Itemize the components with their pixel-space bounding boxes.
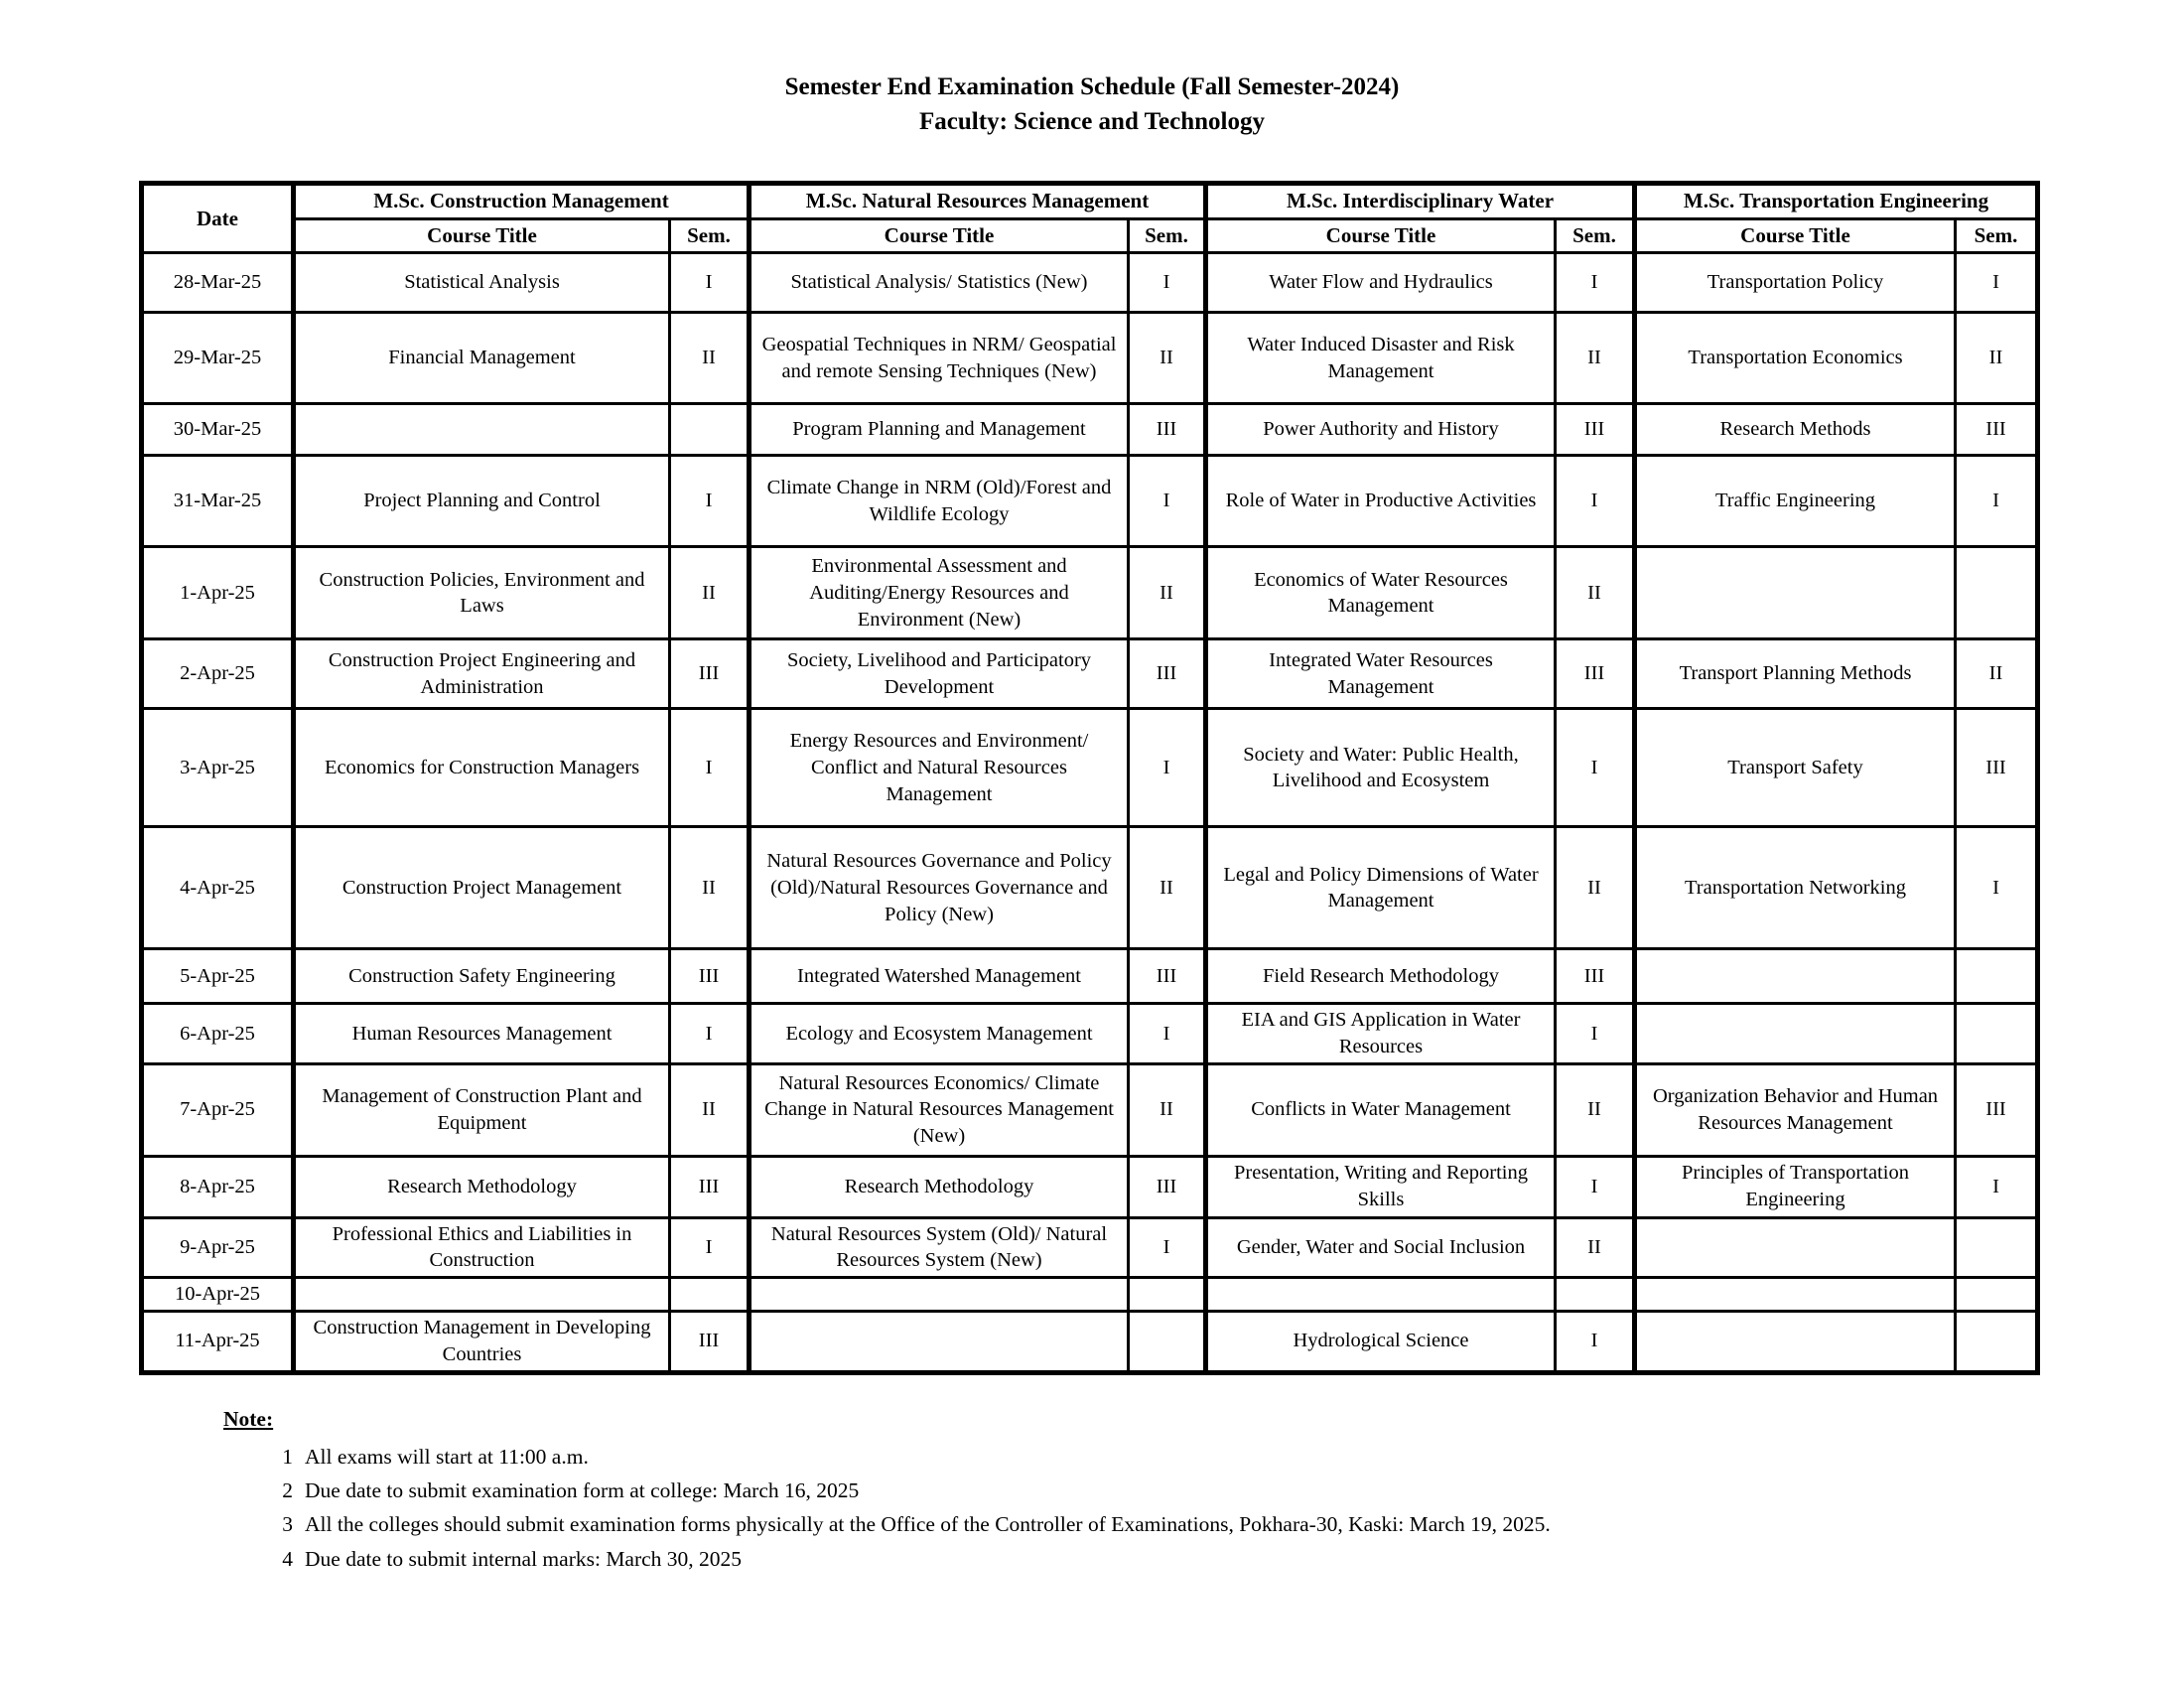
note-text: Due date to submit internal marks: March 30, 2025 <box>305 1546 743 1571</box>
nrm-course-cell: Natural Resources System (Old)/ Natural Resources System (New) <box>750 1217 1129 1277</box>
note-item <box>273 1474 2184 1507</box>
cm-course-cell: Professional Ethics and Liabilities in Construction <box>294 1217 670 1277</box>
iw-course-cell: Integrated Water Resources Management <box>1206 639 1556 709</box>
iw-sem-cell: I <box>1556 253 1635 313</box>
te-course-cell: Transportation Networking <box>1635 827 1956 949</box>
te-sem-cell: III <box>1956 709 2038 827</box>
te-sem-cell <box>1956 949 2038 1004</box>
nrm-sem-cell: I <box>1129 1217 1206 1277</box>
cm-sem-cell: II <box>670 1063 750 1156</box>
iw-course-cell: EIA and GIS Application in Water Resources <box>1206 1004 1556 1063</box>
te-sem-header: Sem. <box>1956 219 2038 253</box>
te-course-cell: Transport Safety <box>1635 709 1956 827</box>
cm-course-cell: Construction Project Management <box>294 827 670 949</box>
cm-sem-cell <box>670 1277 750 1311</box>
nrm-sem-cell: III <box>1129 404 1206 456</box>
cm-course-cell: Construction Policies, Environment and Laws <box>294 547 670 639</box>
te-course-cell: Transportation Economics <box>1635 313 1956 404</box>
table-row <box>142 709 2038 827</box>
iw-sem-cell: I <box>1556 1311 1635 1372</box>
cm-course-cell: Economics for Construction Managers <box>294 709 670 827</box>
iw-sem-header: Sem. <box>1556 219 1635 253</box>
nrm-course-cell: Integrated Watershed Management <box>750 949 1129 1004</box>
te-sem-cell <box>1956 1277 2038 1311</box>
date-cell: 7-Apr-25 <box>142 1063 294 1156</box>
date-cell: 5-Apr-25 <box>142 949 294 1004</box>
cm-sem-cell: II <box>670 313 750 404</box>
iw-sem-cell: III <box>1556 404 1635 456</box>
iw-course-cell: Water Induced Disaster and Risk Management <box>1206 313 1556 404</box>
cm-sem-cell: III <box>670 949 750 1004</box>
iw-course-cell: Field Research Methodology <box>1206 949 1556 1004</box>
cm-course-cell <box>294 404 670 456</box>
te-course-cell <box>1635 1217 1956 1277</box>
nrm-sem-cell: II <box>1129 1063 1206 1156</box>
te-sem-cell: II <box>1956 639 2038 709</box>
table-row <box>142 404 2038 456</box>
cm-sem-cell: II <box>670 547 750 639</box>
te-course-cell: Transport Planning Methods <box>1635 639 1956 709</box>
nrm-course-cell: Ecology and Ecosystem Management <box>750 1004 1129 1063</box>
cm-sem-cell: III <box>670 1311 750 1372</box>
nrm-course-cell: Environmental Assessment and Auditing/Energy Resources and Environment (New) <box>750 547 1129 639</box>
te-course-cell <box>1635 949 1956 1004</box>
table-row <box>142 547 2038 639</box>
te-course-cell: Principles of Transportation Engineering <box>1635 1156 1956 1217</box>
iw-sem-cell: I <box>1556 1156 1635 1217</box>
nrm-course-cell: Society, Livelihood and Participatory Development <box>750 639 1129 709</box>
cm-course-cell: Human Resources Management <box>294 1004 670 1063</box>
table-row <box>142 253 2038 313</box>
date-cell: 11-Apr-25 <box>142 1311 294 1372</box>
date-cell: 31-Mar-25 <box>142 456 294 547</box>
te-sem-cell: I <box>1956 827 2038 949</box>
table-row <box>142 1004 2038 1063</box>
nrm-course-title-header: Course Title <box>750 219 1129 253</box>
nrm-sem-cell: I <box>1129 253 1206 313</box>
nrm-sem-cell: II <box>1129 547 1206 639</box>
te-course-cell: Transportation Policy <box>1635 253 1956 313</box>
te-sem-cell: III <box>1956 1063 2038 1156</box>
cm-course-cell: Project Planning and Control <box>294 456 670 547</box>
nrm-sem-header: Sem. <box>1129 219 1206 253</box>
iw-course-cell: Gender, Water and Social Inclusion <box>1206 1217 1556 1277</box>
iw-course-title-header: Course Title <box>1206 219 1556 253</box>
date-cell: 10-Apr-25 <box>142 1277 294 1311</box>
te-course-cell <box>1635 1311 1956 1372</box>
date-cell: 4-Apr-25 <box>142 827 294 949</box>
nrm-course-cell <box>750 1277 1129 1311</box>
note-text: All the colleges should submit examination forms physically at the Office of the Controller of Examinations, Pokhara-30, Kaski: March 19, 2025. <box>305 1512 1551 1537</box>
cm-course-cell: Management of Construction Plant and Equipment <box>294 1063 670 1156</box>
date-cell: 6-Apr-25 <box>142 1004 294 1063</box>
iw-sem-cell: I <box>1556 709 1635 827</box>
te-course-cell <box>1635 547 1956 639</box>
te-course-cell: Traffic Engineering <box>1635 456 1956 547</box>
iw-sem-cell: I <box>1556 1004 1635 1063</box>
date-cell: 3-Apr-25 <box>142 709 294 827</box>
cm-sem-cell: I <box>670 456 750 547</box>
iw-course-cell: Hydrological Science <box>1206 1311 1556 1372</box>
nrm-course-cell: Climate Change in NRM (Old)/Forest and Wildlife Ecology <box>750 456 1129 547</box>
iw-course-cell: Legal and Policy Dimensions of Water Management <box>1206 827 1556 949</box>
nrm-sem-cell: III <box>1129 949 1206 1004</box>
iw-sem-cell: II <box>1556 827 1635 949</box>
program-header-construction-management: M.Sc. Construction Management <box>294 184 750 219</box>
iw-course-cell: Conflicts in Water Management <box>1206 1063 1556 1156</box>
iw-course-cell: Water Flow and Hydraulics <box>1206 253 1556 313</box>
header-row-subcolumns <box>142 219 2038 253</box>
document-title <box>0 0 2184 139</box>
note-number: 3 <box>282 1512 293 1537</box>
table-row <box>142 1156 2038 1217</box>
note-number: 4 <box>282 1546 293 1571</box>
te-sem-cell: I <box>1956 253 2038 313</box>
nrm-course-cell: Program Planning and Management <box>750 404 1129 456</box>
date-column-header: Date <box>142 184 294 253</box>
nrm-course-cell <box>750 1311 1129 1372</box>
nrm-sem-cell: I <box>1129 456 1206 547</box>
table-row <box>142 456 2038 547</box>
nrm-course-cell: Geospatial Techniques in NRM/ Geospatial and remote Sensing Techniques (New) <box>750 313 1129 404</box>
table-row <box>142 827 2038 949</box>
nrm-sem-cell: III <box>1129 639 1206 709</box>
title-line-1: Semester End Examination Schedule (Fall Semester-2024) <box>784 73 1400 100</box>
cm-sem-cell: II <box>670 827 750 949</box>
iw-course-cell: Power Authority and History <box>1206 404 1556 456</box>
nrm-sem-cell: III <box>1129 1156 1206 1217</box>
date-cell: 8-Apr-25 <box>142 1156 294 1217</box>
date-cell: 2-Apr-25 <box>142 639 294 709</box>
iw-course-cell: Society and Water: Public Health, Livelihood and Ecosystem <box>1206 709 1556 827</box>
cm-course-cell: Statistical Analysis <box>294 253 670 313</box>
cm-course-cell: Construction Project Engineering and Administration <box>294 639 670 709</box>
nrm-course-cell: Research Methodology <box>750 1156 1129 1217</box>
note-item <box>273 1507 2184 1541</box>
date-cell: 9-Apr-25 <box>142 1217 294 1277</box>
date-cell: 30-Mar-25 <box>142 404 294 456</box>
note-item <box>273 1440 2184 1474</box>
date-cell: 29-Mar-25 <box>142 313 294 404</box>
cm-sem-cell <box>670 404 750 456</box>
note-number: 1 <box>282 1444 293 1469</box>
nrm-course-cell: Natural Resources Governance and Policy (Old)/Natural Resources Governance and Policy (New) <box>750 827 1129 949</box>
nrm-sem-cell: I <box>1129 709 1206 827</box>
program-header-transportation-engineering: M.Sc. Transportation Engineering <box>1635 184 2038 219</box>
iw-sem-cell <box>1556 1277 1635 1311</box>
cm-course-cell: Construction Safety Engineering <box>294 949 670 1004</box>
cm-course-cell: Construction Management in Developing Countries <box>294 1311 670 1372</box>
iw-sem-cell: II <box>1556 547 1635 639</box>
cm-sem-cell: III <box>670 639 750 709</box>
te-sem-cell: III <box>1956 404 2038 456</box>
date-cell: 1-Apr-25 <box>142 547 294 639</box>
table-row <box>142 1063 2038 1156</box>
te-course-cell <box>1635 1004 1956 1063</box>
table-row <box>142 1311 2038 1372</box>
program-header-natural-resources-management: M.Sc. Natural Resources Management <box>750 184 1206 219</box>
nrm-course-cell: Natural Resources Economics/ Climate Change in Natural Resources Management (New) <box>750 1063 1129 1156</box>
te-course-cell <box>1635 1277 1956 1311</box>
te-sem-cell: II <box>1956 313 2038 404</box>
nrm-sem-cell <box>1129 1311 1206 1372</box>
nrm-sem-cell: I <box>1129 1004 1206 1063</box>
te-sem-cell <box>1956 1311 2038 1372</box>
iw-sem-cell: I <box>1556 456 1635 547</box>
notes-section <box>223 1407 2184 1577</box>
table-row <box>142 313 2038 404</box>
cm-course-cell: Research Methodology <box>294 1156 670 1217</box>
cm-sem-cell: I <box>670 709 750 827</box>
cm-course-title-header: Course Title <box>294 219 670 253</box>
cm-sem-cell: I <box>670 253 750 313</box>
cm-course-cell: Financial Management <box>294 313 670 404</box>
te-course-cell: Organization Behavior and Human Resources Management <box>1635 1063 1956 1156</box>
table-row <box>142 1277 2038 1311</box>
te-sem-cell: I <box>1956 1156 2038 1217</box>
te-sem-cell <box>1956 547 2038 639</box>
table-row <box>142 1217 2038 1277</box>
iw-sem-cell: II <box>1556 1217 1635 1277</box>
te-course-title-header: Course Title <box>1635 219 1956 253</box>
te-sem-cell: I <box>1956 456 2038 547</box>
iw-course-cell: Role of Water in Productive Activities <box>1206 456 1556 547</box>
cm-sem-header: Sem. <box>670 219 750 253</box>
table-row <box>142 639 2038 709</box>
nrm-sem-cell: II <box>1129 313 1206 404</box>
note-item <box>273 1542 2184 1576</box>
header-row-programs <box>142 184 2038 219</box>
nrm-sem-cell <box>1129 1277 1206 1311</box>
nrm-course-cell: Energy Resources and Environment/ Conflict and Natural Resources Management <box>750 709 1129 827</box>
iw-course-cell: Economics of Water Resources Management <box>1206 547 1556 639</box>
title-line-2: Faculty: Science and Technology <box>919 108 1265 135</box>
nrm-course-cell: Statistical Analysis/ Statistics (New) <box>750 253 1129 313</box>
iw-sem-cell: II <box>1556 1063 1635 1156</box>
te-sem-cell <box>1956 1217 2038 1277</box>
cm-sem-cell: I <box>670 1217 750 1277</box>
date-cell: 28-Mar-25 <box>142 253 294 313</box>
cm-course-cell <box>294 1277 670 1311</box>
note-text: Due date to submit examination form at college: March 16, 2025 <box>305 1477 860 1502</box>
nrm-sem-cell: II <box>1129 827 1206 949</box>
cm-sem-cell: III <box>670 1156 750 1217</box>
program-header-interdisciplinary-water: M.Sc. Interdisciplinary Water <box>1206 184 1635 219</box>
iw-sem-cell: III <box>1556 639 1635 709</box>
notes-heading: Note: <box>223 1406 274 1431</box>
iw-sem-cell: III <box>1556 949 1635 1004</box>
cm-sem-cell: I <box>670 1004 750 1063</box>
note-text: All exams will start at 11:00 a.m. <box>305 1444 589 1469</box>
te-course-cell: Research Methods <box>1635 404 1956 456</box>
iw-sem-cell: II <box>1556 313 1635 404</box>
note-number: 2 <box>282 1477 293 1502</box>
te-sem-cell <box>1956 1004 2038 1063</box>
iw-course-cell: Presentation, Writing and Reporting Skills <box>1206 1156 1556 1217</box>
iw-course-cell <box>1206 1277 1556 1311</box>
exam-schedule-table <box>139 181 2040 1375</box>
table-row <box>142 949 2038 1004</box>
